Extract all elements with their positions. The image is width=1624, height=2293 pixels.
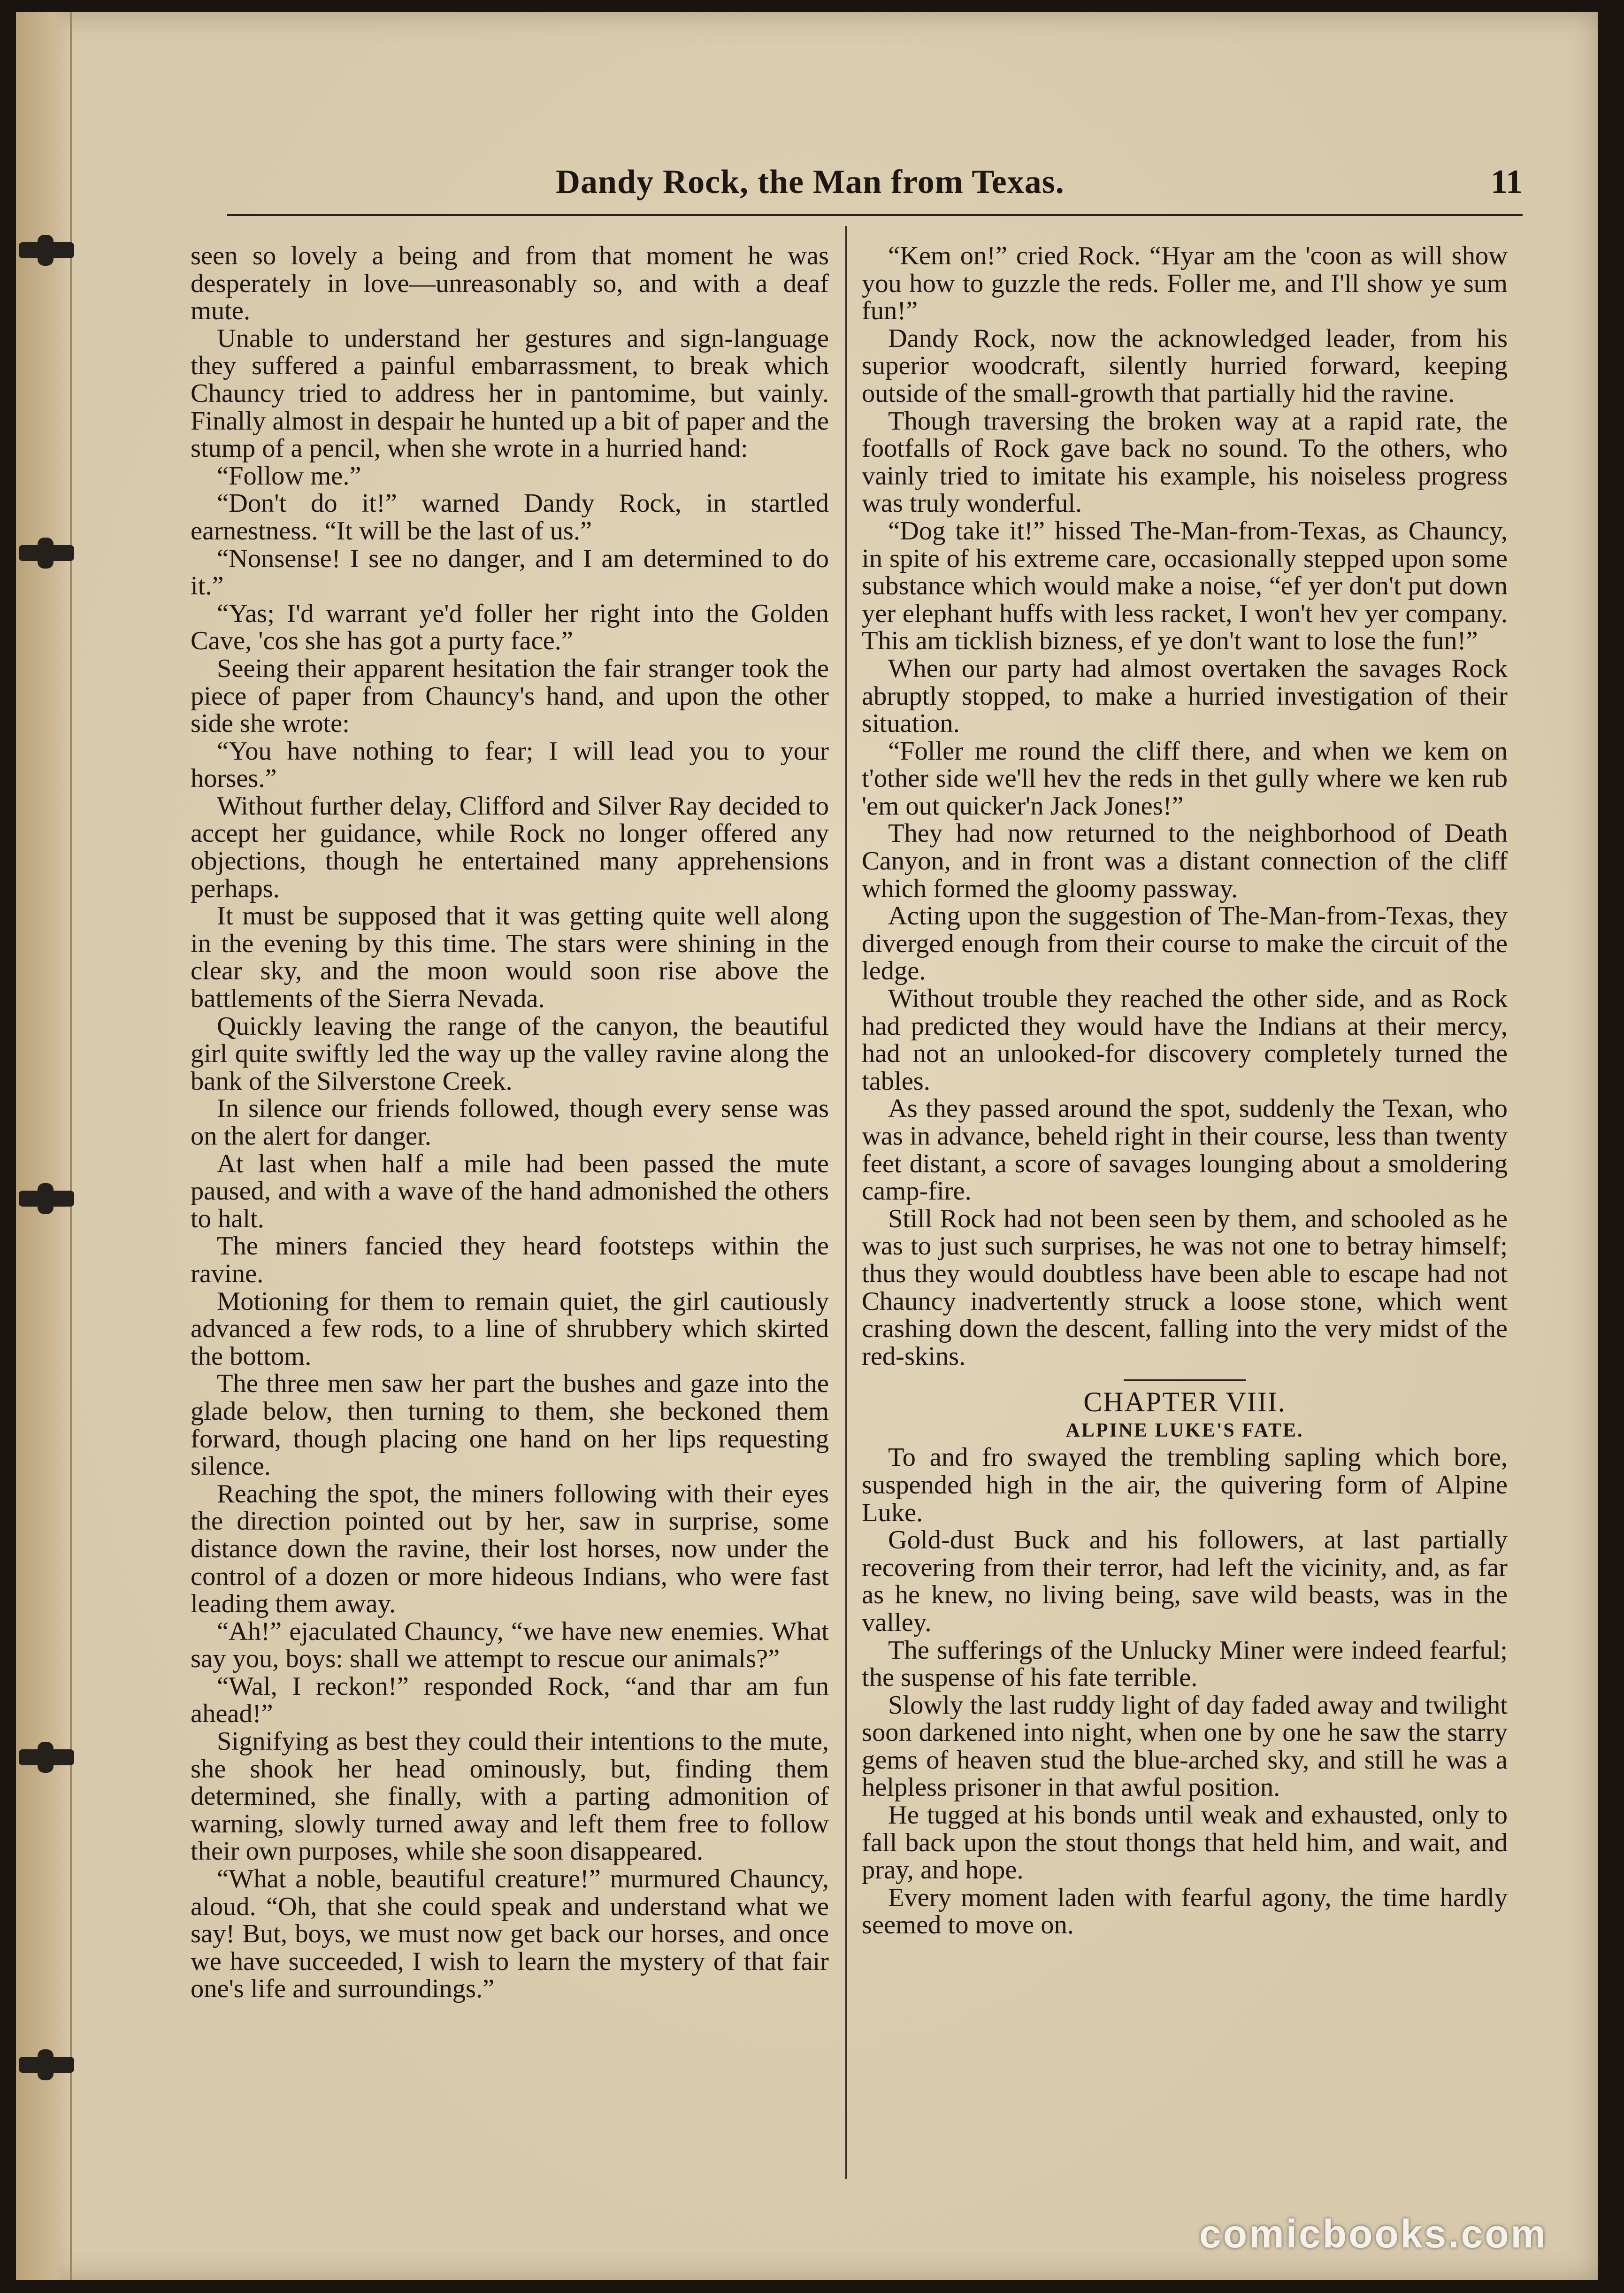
paragraph: Slowly the last ruddy light of day faded away and twilight soon darkened into night, when one by one he saw the starry gems of heaven stud the blue-arched sky, and still he was a helpless prisoner in that awful position. (862, 1690, 1508, 1802)
paragraph: Dandy Rock, now the acknowledged leader, from his superior woodcraft, silently hurried forward, keeping outside of the small-growth that partially hid the ravine. (862, 323, 1508, 408)
paragraph: Reaching the spot, the miners following with their eyes the direction pointed out by her, saw in surprise, some distance down the ravine, their lost horses, now under the control of a dozen or more hideous Indians, who were fast leading them away. (191, 1479, 829, 1619)
paragraph: “Don't do it!” warned Dandy Rock, in startled earnestness. “It will be the last of us.” (191, 489, 829, 546)
paragraph: “Kem on!” cried Rock. “Hyar am the 'coon as will show you how to guzzle the reds. Foller me, and I'll show ye sum fun!” (862, 241, 1508, 326)
chapter-rule (1124, 1379, 1246, 1381)
paragraph: In silence our friends followed, though every sense was on the alert for danger. (191, 1094, 829, 1151)
binding-gutter (16, 12, 72, 2280)
paragraph: Without further delay, Clifford and Silver Ray decided to accept her guidance, while Rock no longer offered any objections, though he entertained many apprehensions perhaps. (191, 791, 829, 903)
header-rule (227, 214, 1523, 216)
paragraph: Quickly leaving the range of the canyon, the beautiful girl quite swiftly led the way up the valley ravine along the bank of the Silverstone Creek. (191, 1011, 829, 1096)
paragraph: Still Rock had not been seen by them, and schooled as he was to just such surprises, he was not one to betray himself; thus they would doubtless have been able to escape had not Chauncy inadvertently struck a loose stone, which went crashing down the descent, falling into the very midst of the red-skins. (862, 1204, 1508, 1371)
paragraph: “Ah!” ejaculated Chauncy, “we have new enemies. What say you, boys: shall we attempt to rescue our animals?” (191, 1616, 829, 1674)
chapter-title: CHAPTER VIII. (1083, 1386, 1286, 1418)
paragraph: It must be supposed that it was getting quite well along in the evening by this time. The stars were shining in the clear sky, and the moon would soon rise above the battlements of the Sierra Nevada. (191, 901, 829, 1014)
binding-stitch (19, 2057, 74, 2073)
paragraph: He tugged at his bonds until weak and exhausted, only to fall back upon the stout thongs that held him, and wait, and pray, and hope. (862, 1801, 1508, 1885)
paragraph: “You have nothing to fear; I will lead you to your horses.” (191, 736, 829, 793)
paragraph: Though traversing the broken way at a rapid rate, the footfalls of Rock gave back no sound. To the others, who vainly tried to imitate his example, his noiseless progress was truly wonderful. (862, 406, 1508, 518)
paragraph: At last when half a mile had been passed the mute paused, and with a wave of the hand admonished the others to halt. (191, 1149, 829, 1233)
paragraph: “Yas; I'd warrant ye'd foller her right into the Golden Cave, 'cos she has got a purty face.” (191, 599, 829, 656)
paragraph: “Foller me round the cliff there, and when we kem on t'other side we'll hev the reds in thet gully where we ken rub 'em out quicker'n Jack Jones!” (862, 736, 1508, 821)
running-head (218, 153, 1523, 219)
page-title: Dandy Rock, the Man from Texas. (556, 163, 1065, 200)
paragraph: Signifying as best they could their intentions to the mute, she shook her head ominously, but, finding them determined, she finally, with a parting admonition of warning, slowly turned away and left them free to follow their own purposes, while she soon disappeared. (191, 1727, 829, 1866)
binding-stitch (19, 1191, 74, 1207)
binding-stitch (19, 242, 74, 258)
binding-stitch (19, 545, 74, 561)
right-column (862, 242, 1508, 1939)
column-divider (845, 226, 847, 2179)
book-page (16, 12, 1598, 2280)
paragraph: Every moment laden with fearful agony, the time hardly seemed to move on. (862, 1883, 1508, 1940)
paragraph: Unable to understand her gestures and sign-language they suffered a painful embarrassment, to break which Chauncy tried to address her in pantomime, but vainly. Finally almost in despair he hunted up a bit of paper and the stump of a pencil, when she wrote in a hurried hand: (191, 323, 829, 463)
paragraph: “Wal, I reckon!” responded Rock, “and thar am fun ahead!” (191, 1671, 829, 1729)
binding-stitch (19, 1749, 74, 1765)
site-watermark: comicbooks.com (1199, 2212, 1548, 2256)
paragraph: The miners fancied they heard footsteps within the ravine. (191, 1231, 829, 1288)
paragraph: They had now returned to the neighborhood of Death Canyon, and in front was a distant connection of the cliff which formed the gloomy passway. (862, 819, 1508, 903)
page-number: 11 (1490, 163, 1523, 200)
paragraph: The three men saw her part the bushes and gaze into the glade below, then turning to them, she beckoned them forward, though placing one hand on her lips requesting silence. (191, 1369, 829, 1481)
paragraph: “What a noble, beautiful creature!” murmured Chauncy, aloud. “Oh, that she could speak and understand what we say! But, boys, we must now get back our horses, and once we have succeeded, I wish to learn the mystery of that fair one's life and surroundings.” (191, 1864, 829, 2004)
paragraph: “Dog take it!” hissed The-Man-from-Texas, as Chauncy, in spite of his extreme care, occasionally stepped upon some substance which would make a noise, “ef yer don't put down yer elephant huffs with less racket, I won't hev yer company. This am ticklish bizness, ef ye don't want to lose the fun!” (862, 516, 1508, 656)
paragraph: Without trouble they reached the other side, and as Rock had predicted they would have the Indians at their mercy, had not an unlooked-for discovery completely turned the tables. (862, 984, 1508, 1096)
paragraph: seen so lovely a being and from that moment he was desperately in love—unreasonably so, and with a deaf mute. (191, 241, 829, 326)
paragraph: Motioning for them to remain quiet, the girl cautiously advanced a few rods, to a line of shrubbery which skirted the bottom. (191, 1286, 829, 1371)
paragraph: To and fro swayed the trembling sapling which bore, suspended high in the air, the quivering form of Alpine Luke. (862, 1443, 1508, 1527)
paragraph: “Follow me.” (217, 461, 361, 491)
paragraph: The sufferings of the Unlucky Miner were indeed fearful; the suspense of his fate terrible. (862, 1635, 1508, 1693)
chapter-subtitle: ALPINE LUKE'S FATE. (1065, 1420, 1304, 1442)
paragraph: Gold-dust Buck and his followers, at last partially recovering from their terror, had left the vicinity, and, as far as he knew, no living being, save wild beasts, was in the valley. (862, 1525, 1508, 1637)
left-column (191, 242, 829, 2003)
paragraph: As they passed around the spot, suddenly the Texan, who was in advance, beheld right in their course, less than twenty feet distant, a score of savages lounging about a smoldering camp-fire. (862, 1094, 1508, 1206)
paragraph: “Nonsense! I see no danger, and I am determined to do it.” (191, 544, 829, 601)
paragraph: Acting upon the suggestion of The-Man-from-Texas, they diverged enough from their course to make the circuit of the ledge. (862, 901, 1508, 986)
paragraph: When our party had almost overtaken the savages Rock abruptly stopped, to make a hurried investigation of their situation. (862, 654, 1508, 739)
paragraph: Seeing their apparent hesitation the fair stranger took the piece of paper from Chauncy's hand, and upon the other side she wrote: (191, 654, 829, 739)
